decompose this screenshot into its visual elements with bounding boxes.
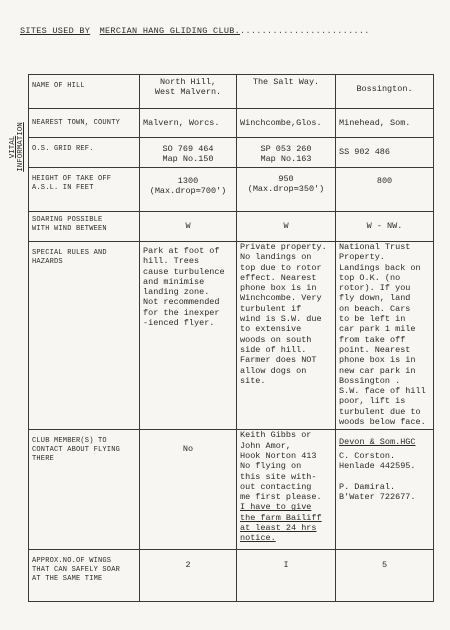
table-row-rules <box>29 242 434 430</box>
cell-town-minehead: Minehead, Som. <box>336 109 434 138</box>
cell-grid-north-hill: SO 769 464 Map No.150 <box>140 138 237 168</box>
row-label-wings: APPROX.NO.OF WINGS THAT CAN SAFELY SOAR AT THE SAME TIME <box>29 550 140 602</box>
header-dots: ........................ <box>240 26 370 36</box>
document-header <box>20 26 420 36</box>
cell-grid-salt-way: SP 053 260 Map No.163 <box>237 138 336 168</box>
table-row-name-of-hill <box>29 75 434 109</box>
vital-information-sidebar <box>6 104 28 190</box>
cell-salt-way: The Salt Way. <box>237 75 336 109</box>
row-label-contact: CLUB MEMBER(S) TO CONTACT ABOUT FLYING THERE <box>29 430 140 550</box>
row-label-name-of-hill: NAME OF HILL <box>29 75 140 109</box>
cell-contact-salt-way: Keith Gibbs or John Amor, Hook Norton 413 No flying on this site with- out contacting me first please. I have to give the farm Bailiff at least 24 hrs notice. <box>237 430 336 550</box>
cell-height-north-hill: 1300 (Max.drop≃700') <box>140 168 237 212</box>
cell-wings-north-hill: 2 <box>140 550 237 602</box>
sites-used-by-label: SITES USED BY <box>20 26 91 36</box>
table-row-contact <box>29 430 434 550</box>
table-row-wings <box>29 550 434 602</box>
cell-wind-bossington: W - NW. <box>336 212 434 242</box>
cell-rules-bossington: National Trust Property. Landings back on top O.K. (no rotor). If you fly down, land on beach. Cars to be left in car park 1 mile from take off point. Nearest phone box is in new car park in Bossington . S.W. face of hill poor, lift is turbulent due to woods below face. <box>336 242 434 430</box>
cell-wings-salt-way: I <box>237 550 336 602</box>
table-row-height <box>29 168 434 212</box>
cell-wind-north-hill: W <box>140 212 237 242</box>
cell-wings-bossington: 5 <box>336 550 434 602</box>
club-name: MERCIAN HANG GLIDING CLUB. <box>99 26 241 36</box>
cell-rules-north-hill: Park at foot of hill. Trees cause turbulence and minimise landing zone. Not recommended for the inexper -ienced flyer. <box>140 242 237 430</box>
cell-north-hill: North Hill, West Malvern. <box>140 75 237 109</box>
row-label-nearest-town: NEAREST TOWN, COUNTY <box>29 109 140 138</box>
cell-town-winchcombe: Winchcombe,Glos. <box>237 109 336 138</box>
row-label-wind: SOARING POSSIBLE WITH WIND BETWEEN <box>29 212 140 242</box>
table-row-nearest-town <box>29 109 434 138</box>
row-label-grid-ref: O.S. GRID REF. <box>29 138 140 168</box>
sites-table <box>28 74 434 602</box>
cell-height-salt-way: 950 (Max.drop≃350') <box>237 168 336 212</box>
cell-bossington: Bossington. <box>336 75 434 109</box>
table-row-wind <box>29 212 434 242</box>
cell-contact-bossington: Devon & Som.HGC C. Corston. Henlade 442595. P. Damiral. B'Water 722677. <box>336 430 434 550</box>
cell-rules-salt-way: Private property. No landings on top due to rotor effect. Nearest phone box is in Winchcombe. Very turbulent if wind is S.W. due to extensive woods on south side of hill. Farmer does NOT allow dogs on site. <box>237 242 336 430</box>
cell-height-bossington: 800 <box>336 168 434 212</box>
table-row-grid-ref <box>29 138 434 168</box>
row-label-height: HEIGHT OF TAKE OFF A.S.L. IN FEET <box>29 168 140 212</box>
cell-contact-north-hill: No <box>140 430 237 550</box>
vital-information-label: VITAL INFORMATION <box>9 122 25 172</box>
row-label-rules: SPECIAL RULES AND HAZARDS <box>29 242 140 430</box>
cell-wind-salt-way: W <box>237 212 336 242</box>
cell-grid-bossington: SS 902 486 <box>336 138 434 168</box>
cell-town-malvern: Malvern, Worcs. <box>140 109 237 138</box>
